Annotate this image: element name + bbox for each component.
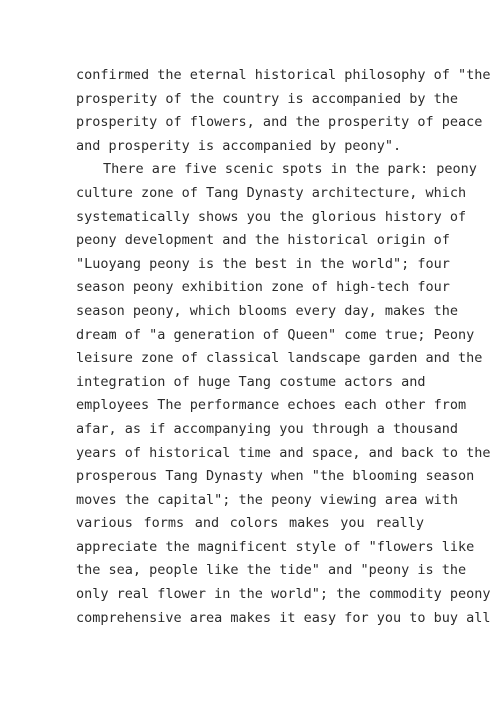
text-line: prosperity of flowers, and the prosperity of peace xyxy=(76,114,483,131)
text-line: leisure zone of classical landscape garden and the xyxy=(76,350,483,367)
document-page xyxy=(76,64,491,630)
text-line: the sea, people like the tide" and "peony is the xyxy=(76,562,467,579)
text-line: "Luoyang peony is the best in the world"; four xyxy=(76,255,450,272)
text-line: systematically shows you the glorious history of xyxy=(76,208,467,225)
text-line: culture zone of Tang Dynasty architecture, which xyxy=(76,184,467,201)
text-line: only real flower in the world"; the commodity peony xyxy=(76,586,491,603)
text-line: confirmed the eternal historical philosophy of "the xyxy=(76,67,491,83)
text-line: There are five scenic spots in the park: peony xyxy=(103,161,477,178)
text-line: comprehensive area makes it easy for you to buy all xyxy=(76,609,491,626)
text-line: afar, as if accompanying you through a thousand xyxy=(76,420,459,437)
paragraph-1 xyxy=(76,64,491,158)
text-line: various forms and colors makes you really xyxy=(76,515,424,532)
text-line: and prosperity is accompanied by peony". xyxy=(76,137,402,154)
text-line: employees The performance echoes each other from xyxy=(76,397,467,414)
text-line: prosperous Tang Dynasty when "the blooming season xyxy=(76,468,475,485)
text-line: dream of "a generation of Queen" come true; Peony xyxy=(76,326,475,343)
text-line: integration of huge Tang costume actors and xyxy=(76,373,426,390)
text-line: appreciate the magnificent style of "flowers like xyxy=(76,538,475,555)
text-line: season peony exhibition zone of high-tech four xyxy=(76,279,450,296)
text-line: moves the capital"; the peony viewing area with xyxy=(76,491,459,508)
text-line: peony development and the historical origin of xyxy=(76,232,450,249)
paragraph-2 xyxy=(76,158,491,630)
text-line: season peony, which blooms every day, makes the xyxy=(76,302,459,319)
text-line: years of historical time and space, and back to the xyxy=(76,444,491,461)
text-line: prosperity of the country is accompanied by the xyxy=(76,90,459,107)
